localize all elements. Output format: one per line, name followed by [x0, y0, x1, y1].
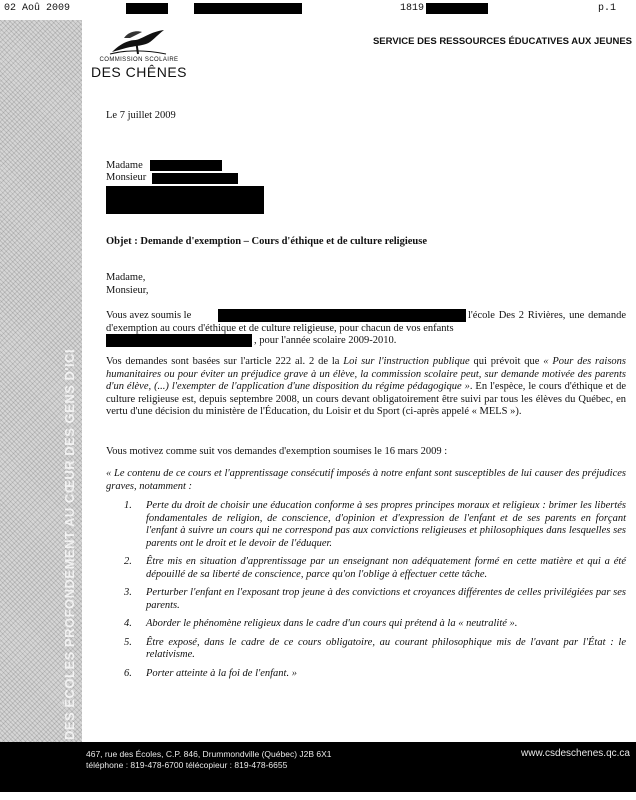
oak-tree-icon	[106, 26, 170, 56]
redaction-block	[150, 160, 222, 171]
paragraph-2-intro: Vos demandes sont basées sur l'article 222 al. 2 de la	[106, 356, 344, 367]
service-title: SERVICE DES RESSOURCES ÉDUCATIVES AUX JEUNES	[372, 36, 632, 47]
paragraph-2-end: . En l'espèce, le cours d'éthique et de culture religieuse est, depuis septembre 2008, un cours devant obligatoirement être suivi par tous les élèves du Québec, en vertu d'une décision du ministère de l'Éducation, du Loisir et du Sport (ci-après appelé « MELS »).	[106, 381, 626, 417]
list-item: 3. Perturber l'enfant en l'exposant trop jeune à des convictions et croyances différentes de celles privilégiées par ses parents.	[124, 587, 626, 611]
salutation-monsieur: Monsieur,	[106, 285, 149, 296]
quote-intro: « Le contenu de ce cours et l'apprentissage consécutif imposés à notre enfant sont susceptibles de lui causer des préjudices graves, notamment :	[106, 468, 626, 492]
recipient-line1: Madame	[106, 160, 143, 171]
paragraph-1-start: Vous avez soumis le	[106, 310, 192, 321]
footer-website: www.csdeschenes.qc.ca	[521, 748, 630, 759]
redaction-block	[194, 3, 302, 14]
letter-subject: Objet : Demande d'exemption – Cours d'éthique et de culture religieuse	[106, 236, 428, 247]
letter-date: Le 7 juillet 2009	[106, 110, 176, 121]
paragraph-1-end: , pour l'année scolaire 2009-2010.	[254, 335, 397, 346]
redaction-block	[152, 173, 238, 184]
law-title: Loi sur l'instruction publique	[343, 356, 470, 367]
footer-address	[86, 749, 332, 771]
reasons-list	[106, 500, 626, 686]
commission-logo	[84, 26, 194, 88]
footer-phone: téléphone : 819-478-6700 télécopieur : 819-478-6655	[86, 760, 288, 770]
list-item: 5. Être exposé, dans le cadre de ce cours obligatoire, au courant philosophique mis de l'avant par l'État : le relativisme.	[124, 636, 626, 660]
paragraph-3: Vous motivez comme suit vos demandes d'exemption soumises le 16 mars 2009 :	[106, 446, 448, 457]
sidebar-slogan: DES ÉCOLES PROFONDÉMENT AU CŒUR DES GENS D'ICI	[62, 348, 77, 740]
list-item: 1. Perte du droit de choisir une éducation conforme à ses propres principes moraux et religieux : brimer les libertés fondamentales de religion, de conscience, d'opinion et d'expression de l'enfant et de ses parents en forçant l'enfant à suivre un cours qui ne correspond pas aux convictions religieuses et philosophiques dans lesquelles ses parents ont le droit et le devoir de l'éduquer.	[124, 500, 626, 549]
list-item: 4. Aborder le phénomène religieux dans le cadre d'un cours qui prétend à la « neutralité ».	[124, 618, 518, 629]
fax-header	[0, 0, 636, 18]
paragraph-1-body: l'école Des 2 Rivières, une demande d'exemption au cours d'éthique et de culture religieuse, pour chacun de vos enfants	[106, 310, 626, 334]
recipient-line2: Monsieur	[106, 172, 147, 183]
list-item: 6. Porter atteinte à la foi de l'enfant. »	[124, 667, 297, 679]
fax-number: 1819	[400, 3, 425, 14]
paragraph-2-mid: qui prévoit que	[469, 356, 544, 367]
redaction-block	[106, 334, 252, 347]
paragraph-2	[106, 356, 626, 419]
logo-org-line1: COMMISSION SCOLAIRE	[99, 57, 179, 63]
redaction-block	[106, 186, 264, 214]
redaction-block	[426, 3, 488, 14]
sidebar-band	[0, 20, 82, 742]
footer-street: 467, rue des Écoles, C.P. 846, Drummondville (Québec) J2B 6X1	[86, 749, 332, 759]
salutation-madame: Madame,	[106, 272, 146, 283]
fax-date: 02 Aoû 2009	[4, 3, 71, 14]
redaction-block	[126, 3, 168, 14]
law-quote: « Pour des raisons humanitaires ou pour éviter un préjudice grave à un élève, la commission scolaire peut, sur demande motivée des parents d'un élève, (...) l'exempter de l'application d'une disposition du régime pédagogique »	[106, 356, 626, 392]
footer-bar	[0, 742, 636, 792]
fax-page-number: p.1	[598, 3, 617, 14]
logo-org-line2: DES CHÊNES	[90, 64, 188, 80]
list-item: 2. Être mis en situation d'apprentissage par un enseignant non adéquatement formé en cette matière et qui a été dépouillé de sa liberté de conscience, parce qu'on l'oblige à effectuer cette tâche.	[124, 556, 626, 580]
